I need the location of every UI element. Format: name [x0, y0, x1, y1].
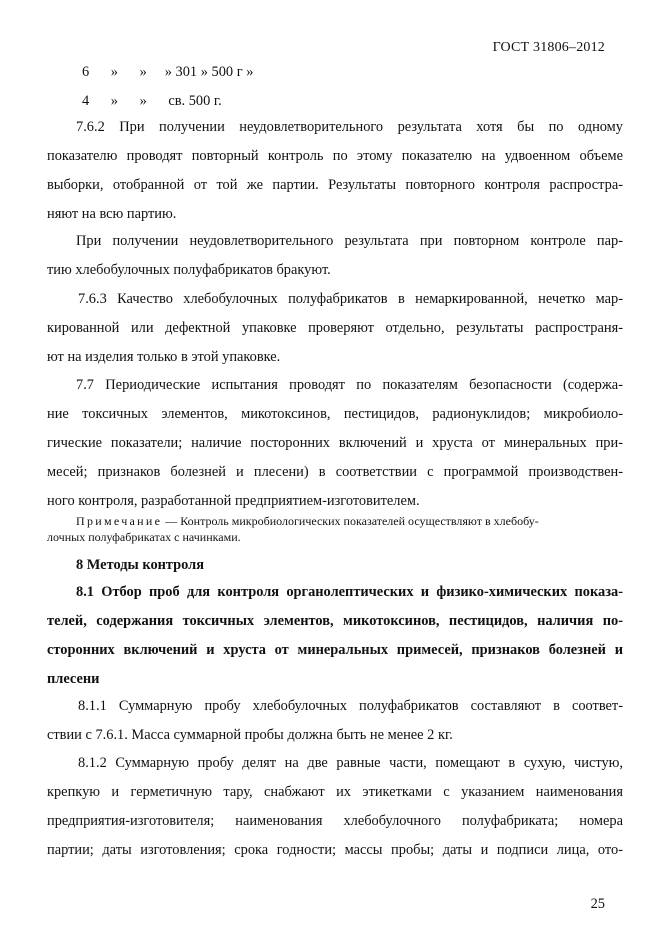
paragraph-line: ствии с 7.6.1. Масса суммарной пробы должна быть не менее 2 кг. [47, 727, 453, 743]
paragraph-line: крепкую и герметичную тару, снабжают их этикетками с указанием наименования [47, 784, 623, 800]
paragraph-line: месей; признаков болезней и плесени) в соответствии с программой производствен- [47, 464, 623, 480]
paragraph-line: партии; даты изготовления; срока годности; массы пробы; даты и подписи лица, ото- [47, 842, 623, 858]
paragraph-line: показателю проводят повторный контроль по этому показателю на удвоенном объеме [47, 148, 623, 164]
paragraph-line: 8.1.1 Суммарную пробу хлебобулочных полуфабрикатов составляют в соответ- [78, 698, 623, 714]
note-line [76, 514, 623, 529]
table-row-4: 4 » » св. 500 г. [82, 93, 222, 109]
note-text: — Контроль микробиологических показателей осуществляют в хлебобу- [162, 514, 539, 528]
paragraph-line: тию хлебобулочных полуфабрикатов бракуют. [47, 262, 331, 278]
note-label: Примечание [76, 514, 163, 528]
paragraph-line: няют на всю партию. [47, 206, 177, 222]
paragraph-line: При получении неудовлетворительного результата при повторном контроле пар- [76, 233, 623, 249]
paragraph-line: кированной или дефектной упаковке проверяют отдельно, результаты распространя- [47, 320, 623, 336]
page-number: 25 [590, 896, 605, 912]
paragraph-line: 7.6.3 Качество хлебобулочных полуфабрикатов в немаркированной, нечетко мар- [78, 291, 623, 307]
subsection-title-line: 8.1 Отбор проб для контроля органолептических и физико-химических показа- [76, 584, 623, 600]
paragraph-line: выборки, отобранной от той же партии. Результаты повторного контроля распростра- [47, 177, 623, 193]
subsection-title-line: плесени [47, 671, 100, 687]
paragraph-line: ние токсичных элементов, микотоксинов, пестицидов, радионуклидов; микробиоло- [47, 406, 623, 422]
paragraph-line: 8.1.2 Суммарную пробу делят на две равные части, помещают в сухую, чистую, [78, 755, 623, 771]
subsection-title-line: телей, содержания токсичных элементов, микотоксинов, пестицидов, наличия по- [47, 613, 623, 629]
paragraph-line: 7.7 Периодические испытания проводят по показателям безопасности (содержа- [76, 377, 623, 393]
subsection-title-line: сторонних включений и хруста от минеральных примесей, признаков болезней и [47, 642, 623, 658]
paragraph-line: 7.6.2 При получении неудовлетворительного результата хотя бы по одному [76, 119, 623, 135]
table-row-6: 6 » » » 301 » 500 г » [82, 64, 254, 80]
paragraph-line: предприятия-изготовителя; наименования хлебобулочного полуфабриката; номера [47, 813, 623, 829]
paragraph-line: гические показатели; наличие посторонних включений и хруста от минеральных при- [47, 435, 623, 451]
paragraph-line: ют на изделия только в этой упаковке. [47, 349, 281, 365]
note-line: лочных полуфабрикатах с начинками. [47, 530, 241, 544]
section-title: 8 Методы контроля [76, 557, 205, 573]
standard-header: ГОСТ 31806–2012 [492, 40, 605, 55]
paragraph-line: ного контроля, разработанной предприятием-изготовителем. [47, 493, 420, 509]
